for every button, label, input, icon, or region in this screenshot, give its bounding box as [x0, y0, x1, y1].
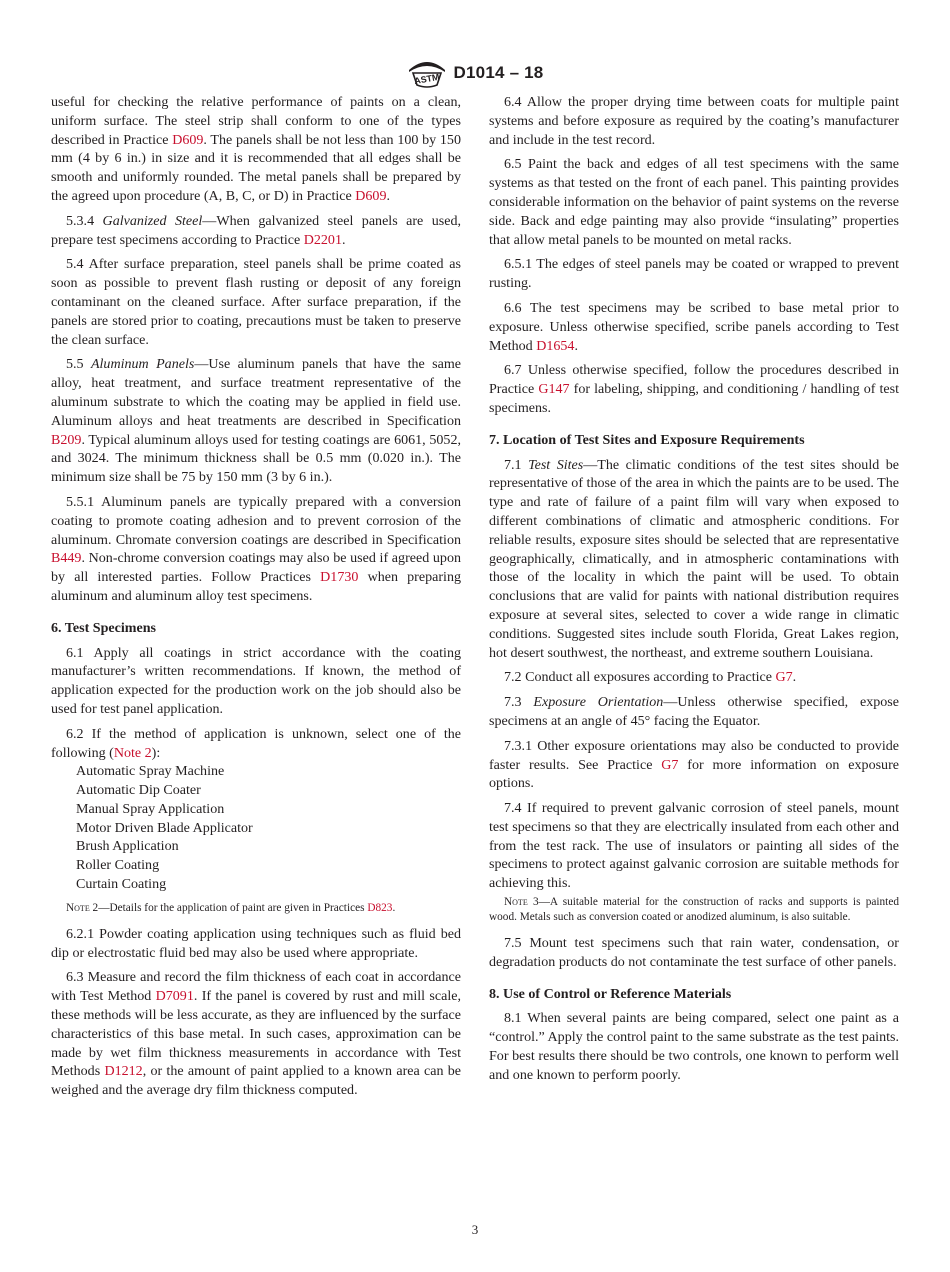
- link-g147[interactable]: G147: [538, 381, 570, 398]
- paragraph-6-5-1: 6.5.1 The edges of steel panels may be coated or wrapped to prevent rusting.: [489, 256, 899, 292]
- paragraph-7-1: 7.1 Test Sites—The climatic conditions of the test sites should be representative of those of the area in which the paints are to be used. The type and rate of failure of a paint film will vary when exposed to different combinations of climatic and atmospheric conditions. For reliable results, exposure sites should be selected that are representative geographically, climatically, and in atmospheric contaminations with those of the locality in which the paint will be used. To obtain conclusions that are valid for paints with national distribution requires exposure at several sites, selected to cover a wide range in climatic conditions. Suggested sites include south Florida, Great Lakes region, hot desert southwest, the northeast, and extreme southern Louisiana.: [489, 456, 900, 661]
- paragraph-7-5: 7.5 Mount test specimens such that rain water, condensation, or degradation products do not contaminate the test surface of other panels.: [489, 935, 899, 970]
- link-g7[interactable]: G7: [775, 669, 793, 686]
- link-d2201[interactable]: D2201: [303, 231, 342, 248]
- paragraph-7-3-1: 7.3.1 Other exposure orientations may also be conducted to provide faster results. See Practice G7 for more information on exposure options.: [489, 737, 899, 792]
- link-b449[interactable]: B449: [51, 550, 82, 567]
- paragraph-6-5: 6.5 Paint the back and edges of all test specimens with the same systems as that tested on the front of each panel. This painting provides considerable information on the behavior of paint systems on the reverse side. Back and edge painting may also provide “insulating” properties that allow metal panels to be mounted on metal racks.: [489, 156, 899, 248]
- note-3: Note 3—A suitable material for the construction of racks and supports is painted wood. Metals such as conversion coated or anodized aluminum, is also suitable.: [489, 896, 899, 924]
- section-6-heading: 6. Test Specimens: [51, 619, 156, 636]
- paragraph-5-4: 5.4 After surface preparation, steel panels shall be prime coated as soon as possible to prevent flash rusting or deposit of any foreign contaminant on the cleaned surface. After surface preparation, if the panels are stored prior to coating, precautions must be taken to preserve the clean surface.: [51, 256, 461, 348]
- paragraph-6-2-1: 6.2.1 Powder coating application using techniques such as fluid bed dip or electrostatic fluid bed may also be used where appropriate.: [51, 925, 461, 961]
- link-d1212[interactable]: D1212: [104, 1063, 143, 1080]
- list-item: Automatic Dip Coater: [76, 782, 201, 799]
- link-d7091[interactable]: D7091: [155, 988, 194, 1005]
- link-d609[interactable]: D609: [172, 131, 204, 148]
- section-7-heading: 7. Location of Test Sites and Exposure Requirements: [489, 431, 805, 448]
- page-number: 3: [471, 1222, 479, 1237]
- document-id: D1014 – 18: [453, 63, 544, 82]
- paragraph-7-3: 7.3 Exposure Orientation—Unless otherwise specified, expose specimens at an angle of 45° facing the Equator.: [489, 694, 899, 729]
- paragraph-5-3-3-cont: useful for checking the relative performance of paints on a clean, uniform surface. The steel strip shall conform to one of the types described in Practice D609. The panels shall be not less than 100 by 150 mm (4 by 6 in.) in size and it is recommended that all edges shall be smooth and uniformly rounded. The metal panels shall be prepared by the agreed upon procedure (A, B, C, or D) in Practice D609.: [51, 94, 461, 204]
- list-item: Automatic Spray Machine: [76, 763, 225, 780]
- paragraph-6-2: 6.2 If the method of application is unknown, select one of the following (Note 2):: [51, 725, 461, 761]
- paragraph-5-5-1: 5.5.1 Aluminum panels are typically prepared with a conversion coating to promote coating adhesion and to prevent corrosion of the aluminum. Chromate conversion coatings are described in Specification B449. Non-chrome conversion coatings may also be used if agreed upon by all interested parties. Follow Practices D1730 when preparing aluminum and aluminum alloy test specimens.: [51, 493, 461, 604]
- list-item: Brush Application: [76, 838, 179, 855]
- paragraph-8-1: 8.1 When several paints are being compared, select one paint as a “control.” Apply the control paint to the same substrate as the test paints. For best results there should be two controls, one known to perform well and one known to perform poorly.: [489, 1010, 899, 1083]
- link-d609[interactable]: D609: [355, 187, 387, 204]
- paragraph-6-1: 6.1 Apply all coatings in strict accordance with the coating manufacturer’s written recommendations. If known, the method of application expected for the production work on the job should also be used for test panel application.: [51, 644, 461, 717]
- paragraph-7-4: 7.4 If required to prevent galvanic corrosion of steel panels, mount test specimens so that they are electrically insulated from each other and from the test rack. The use of insulators or painting all sides of the specimens to protect against galvanic corrosion are suitable methods for achieving this.: [489, 800, 899, 892]
- list-item: Roller Coating: [76, 857, 160, 874]
- paragraph-5-5: 5.5 Aluminum Panels—Use aluminum panels that have the same alloy, heat treatment, and surface treatment representative of the aluminum substrate to which the coating may be applied in field use. Aluminum alloys and heat treatments are described in Specification B209. Typical aluminum alloys used for testing coatings are 6061, 5052, and 3024. The minimum thickness shall be 0.5 mm (0.020 in.). The minimum size shall be 75 by 150 mm (3 by 6 in.).: [51, 356, 461, 486]
- paragraph-6-7: 6.7 Unless otherwise specified, follow the procedures described in Practice G147 for labeling, shipping, and conditioning / handling of test specimens.: [489, 362, 900, 416]
- left-column: [51, 93, 461, 1106]
- paragraph-5-3-4: 5.3.4 Galvanized Steel—When galvanized steel panels are used, prepare test specimens according to Practice D2201.: [51, 212, 461, 248]
- list-item: Curtain Coating: [76, 876, 167, 893]
- link-d1730[interactable]: D1730: [320, 569, 359, 586]
- right-column: [489, 93, 899, 1091]
- page-header: [0, 58, 950, 88]
- link-note-2[interactable]: Note 2: [113, 744, 152, 761]
- paragraph-6-3: 6.3 Measure and record the film thickness of each coat in accordance with Test Method D7091. If the panel is covered by rust and mill scale, these methods will be less accurate, as they are influenced by the surface characteristics of this base metal. In such cases, approximation can be made by wet film thickness measurements in accordance with Test Methods D1212, or the amount of paint applied to a known area can be weighed and the average dry film thickness computed.: [51, 969, 461, 1099]
- list-item: Manual Spray Application: [76, 800, 225, 817]
- paragraph-6-4: 6.4 Allow the proper drying time between coats for multiple paint systems and before exposure as required by the coating’s manufacturer and include in the test record.: [489, 94, 899, 148]
- svg-text:ASTM: ASTM: [412, 71, 440, 87]
- link-d1654[interactable]: D1654: [536, 337, 575, 354]
- astm-logo-icon: [407, 58, 447, 88]
- paragraph-6-6: 6.6 The test specimens may be scribed to base metal prior to exposure. Unless otherwise specified, scribe panels according to Test Method D1654.: [489, 299, 899, 354]
- note-2: Note 2—Details for the application of paint are given in Practices D823.: [66, 901, 396, 914]
- link-d823[interactable]: D823: [367, 901, 393, 914]
- link-b209[interactable]: B209: [51, 431, 82, 448]
- paragraph-7-2: 7.2 Conduct all exposures according to Practice G7.: [504, 669, 797, 686]
- list-item: Motor Driven Blade Applicator: [76, 819, 253, 836]
- application-methods-list: [76, 762, 461, 894]
- section-8-heading: 8. Use of Control or Reference Materials: [489, 985, 732, 1002]
- link-g7[interactable]: G7: [661, 756, 679, 773]
